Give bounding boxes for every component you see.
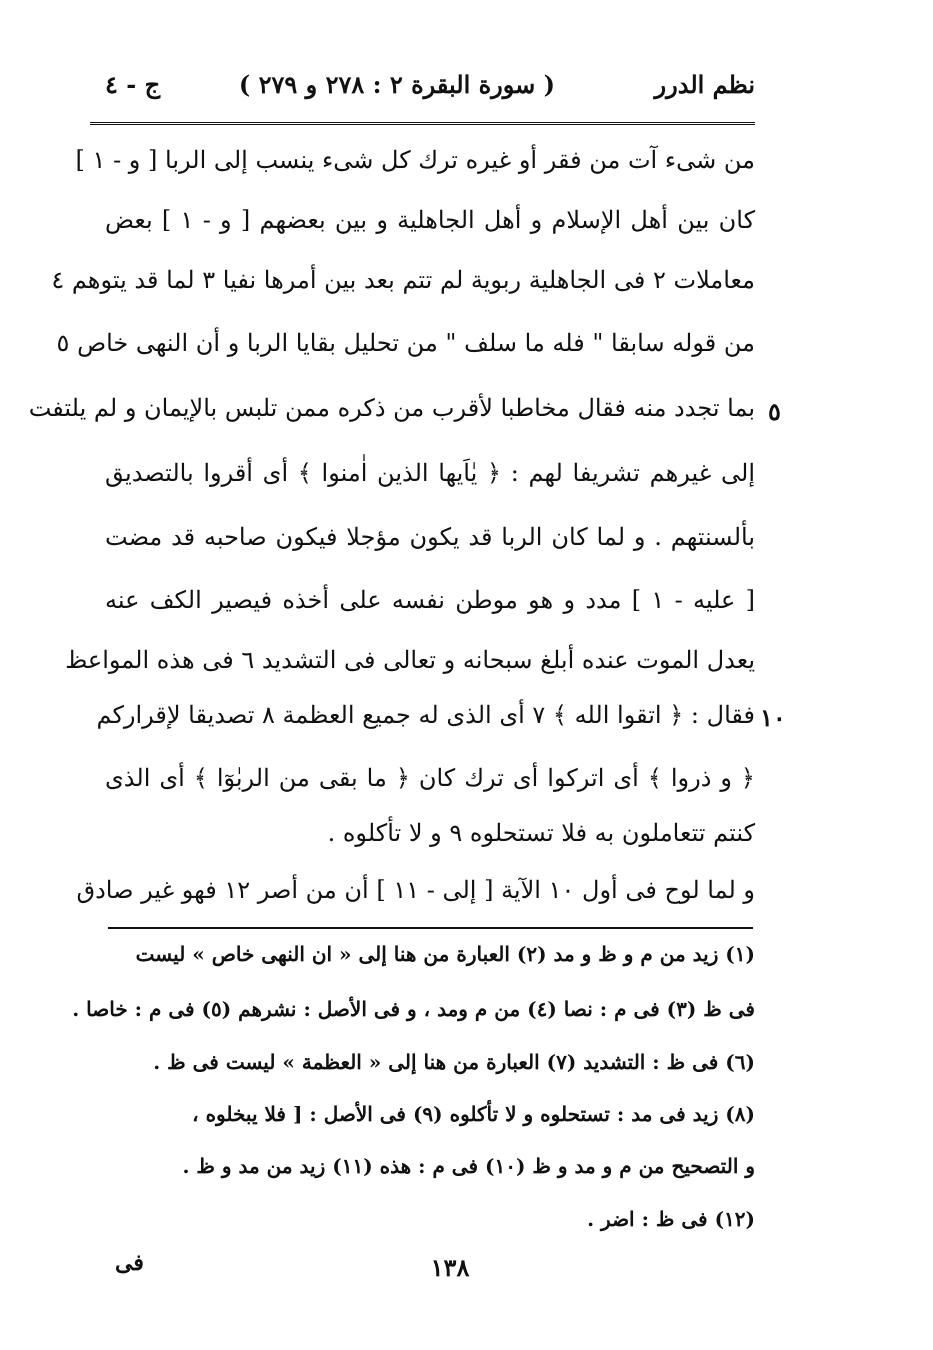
footnote-rule — [108, 927, 753, 929]
book-title: نظم الدرر — [654, 70, 755, 99]
catchword: فی — [115, 1250, 144, 1276]
text-line: من شیء آت من فقر أو غیره ترك كل شیء ینسب إلى الربا [ و - ١ ] — [75, 146, 755, 174]
line-number: ١٠ — [760, 703, 786, 732]
header-rule — [90, 122, 755, 125]
footnote-line: فی ظ (٣) فی م : نصا (٤) من م ومد ، و فی الأصل : نشرهم (٥) فی م : خاصا . — [72, 997, 755, 1021]
footnote-line: (٦) فی ظ : التشدید (٧) العبارة من هنا إلى « العظمة » لیست فی ظ . — [153, 1050, 755, 1074]
text-line: إلى غیرهم تشریفا لهم : ﴿ یٰاَیها الذین اٰمنوا ﴾ أی أقروا بالتصدیق — [105, 459, 755, 487]
surah-reference: ( سورة البقرة ٢ : ٢٧٨ و ٢٧٩ ) — [238, 70, 555, 99]
text-line: من قوله سابقا " فله ما سلف " من تحلیل بقایا الربا و أن النهی خاص ٥ — [56, 329, 755, 357]
text-line: یعدل الموت عنده أبلغ سبحانه و تعالى فی التشدید ٦ فی هذه المواعظ — [65, 646, 755, 674]
footnote-line: (١٢) فی ظ : اضر . — [587, 1207, 755, 1231]
footnote-line: (٨) زید فی مد : تستحلوه و لا تأكلوه (٩) فی الأصل : [ فلا یبخلوه ، — [192, 1102, 755, 1126]
text-line: معاملات ٢ فی الجاهلیة ربویة لم تتم بعد بین أمرها نفیا ٣ لما قد یتوهم ٤ — [51, 266, 755, 294]
line-number: ٥ — [768, 397, 781, 426]
footnote-line: (١) زید من م و ظ و مد (٢) العبارة من هنا إلى « ان النهی خاص » لیست — [135, 942, 755, 966]
text-line: بألسنتهم . و لما كان الربا قد یكون مؤجلا فیكون صاحبه قد مضت — [105, 523, 755, 551]
text-line: فقال : ﴿ اتقوا الله ﴾ ٧ أی الذی له جمیع العظمة ٨ تصدیقا لإقرارکم — [96, 701, 755, 729]
text-line: كان بین أهل الإسلام و أهل الجاهلیة و بین بعضهم [ و - ١ ] بعض — [105, 206, 755, 234]
footnote-line: و التصحیح من م و مد و ظ (١٠) فی م : هذه (١١) زید من مد و ظ . — [182, 1154, 755, 1178]
page-number: ١٣٨ — [430, 1253, 470, 1282]
volume-label: ج - ٤ — [105, 70, 161, 99]
text-line: كنتم تتعاملون به فلا تستحلوه ٩ و لا تأكلوه . — [327, 819, 755, 847]
text-line: [ علیه - ١ ] مدد و هو موطن نفسه على أخذه فیصیر الكف عنه — [105, 586, 755, 614]
running-header — [95, 70, 755, 110]
text-line: ﴿ و ذروا ﴾ أی اتركوا أی ترك كان ﴿ ما بقی من الربٰوٓا ﴾ أی الذی — [105, 764, 755, 792]
text-line: بما تجدد منه فقال مخاطبا لأقرب من ذكره ممن تلبس بالإیمان و لم یلتفت — [28, 394, 755, 422]
text-line: و لما لوح فی أول ١٠ الآیة [ إلى - ١١ ] أن من أصر ١٢ فهو غیر صادق — [76, 876, 755, 904]
